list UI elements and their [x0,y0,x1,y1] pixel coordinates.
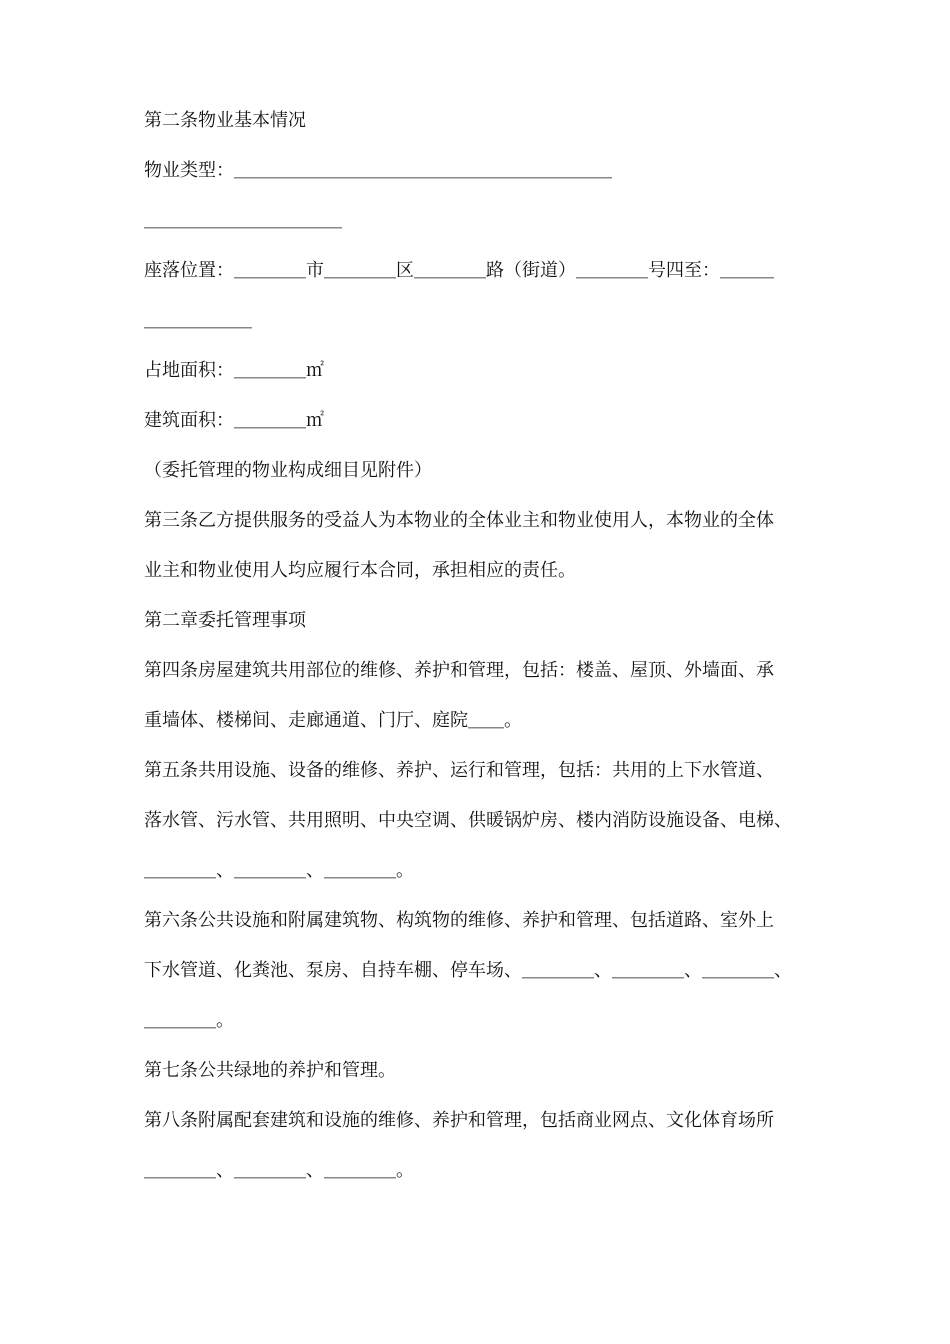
article-3-line-1: 第三条乙方提供服务的受益人为本物业的全体业主和物业使用人，本物业的全体 [144,510,774,531]
building-area-line: 建筑面积：＿＿＿＿㎡ [144,410,324,431]
article-8-line-1: 第八条附属配套建筑和设施的维修、养护和管理，包括商业网点、文化体育场所 [144,1110,774,1131]
article-2-heading: 第二条物业基本情况 [144,110,306,131]
article-8-line-2: ＿＿＿＿、＿＿＿＿、＿＿＿＿。 [144,1160,414,1181]
location-line: 座落位置：＿＿＿＿市＿＿＿＿区＿＿＿＿路（街道）＿＿＿＿号四至：＿＿＿ [144,260,774,281]
article-7-line: 第七条公共绿地的养护和管理。 [144,1060,396,1081]
article-6-line-1: 第六条公共设施和附属建筑物、构筑物的维修、养护和管理、包括道路、室外上 [144,910,774,931]
article-6-line-3: ＿＿＿＿。 [144,1010,234,1031]
article-5-line-2: 落水管、污水管、共用照明、中央空调、供暖锅炉房、楼内消防设施设备、电梯、 [144,810,792,831]
article-5-line-1: 第五条共用设施、设备的维修、养护、运行和管理，包括：共用的上下水管道、 [144,760,774,781]
attachment-note: （委托管理的物业构成细目见附件） [144,460,432,481]
property-type-blank-continued: ＿＿＿＿＿＿＿＿＿＿＿ [144,210,342,231]
land-area-line: 占地面积：＿＿＿＿㎡ [144,360,324,381]
location-blank-continued: ＿＿＿＿＿＿ [144,310,252,331]
article-4-line-1: 第四条房屋建筑共用部位的维修、养护和管理，包括：楼盖、屋顶、外墙面、承 [144,660,774,681]
document-body [144,96,824,1196]
article-5-line-3: ＿＿＿＿、＿＿＿＿、＿＿＿＿。 [144,860,414,881]
chapter-2-heading: 第二章委托管理事项 [144,610,306,631]
property-type-line: 物业类型：＿＿＿＿＿＿＿＿＿＿＿＿＿＿＿＿＿＿＿＿＿ [144,160,612,181]
article-3-line-2: 业主和物业使用人均应履行本合同，承担相应的责任。 [144,560,576,581]
article-4-line-2: 重墙体、楼梯间、走廊通道、门厅、庭院＿＿。 [144,710,522,731]
article-6-line-2: 下水管道、化粪池、泵房、自持车棚、停车场、＿＿＿＿、＿＿＿＿、＿＿＿＿、 [144,960,792,981]
